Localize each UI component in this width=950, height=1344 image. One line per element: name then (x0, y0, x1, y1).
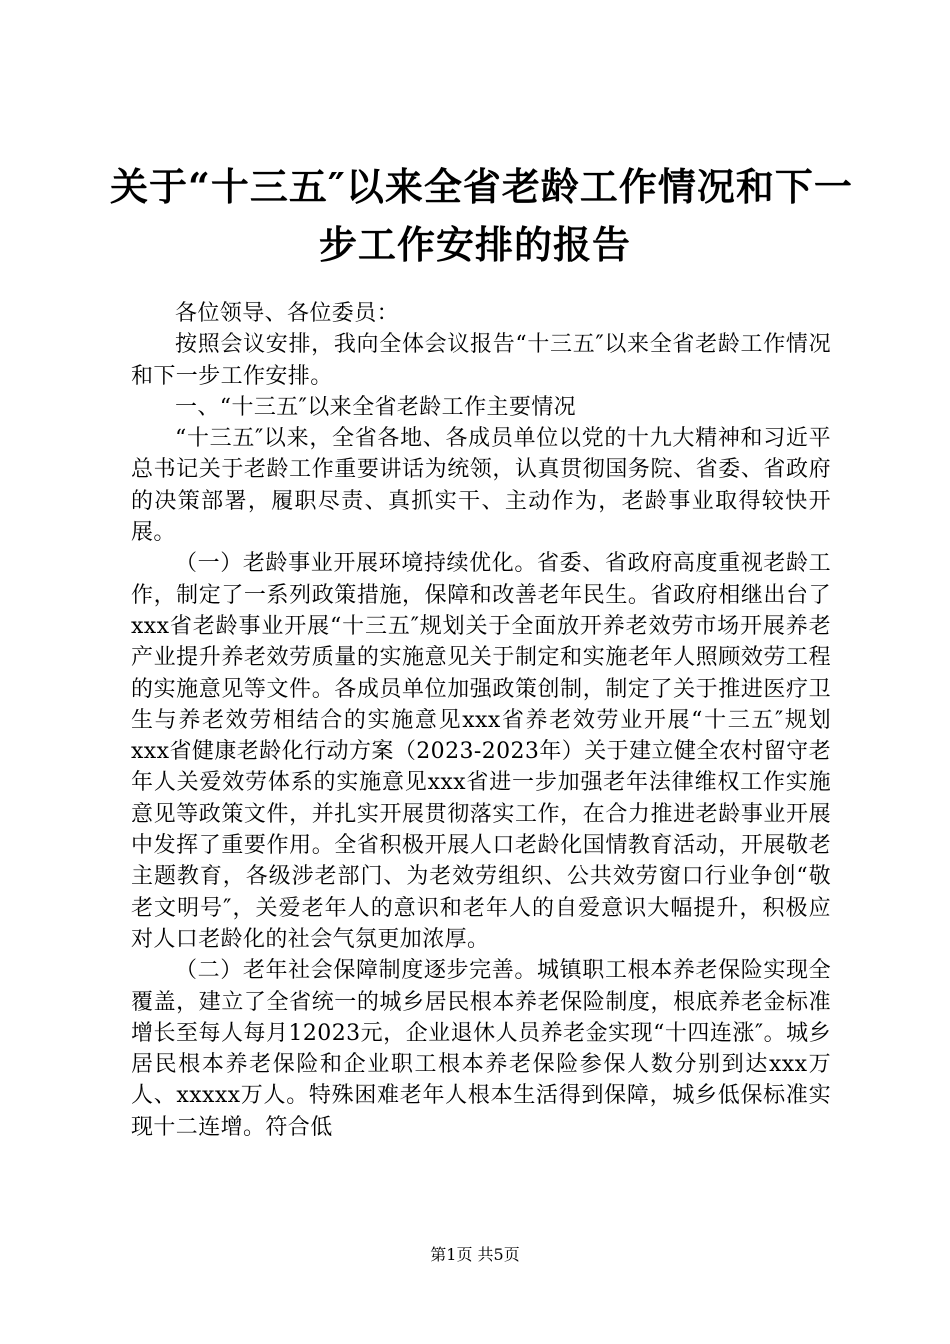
page-footer: 第1页 共5页 (430, 1245, 520, 1264)
body-paragraph: （二）老年社会保障制度逐步完善。城镇职工根本养老保险实现全覆盖，建立了全省统一的城乡居民根本养老保险制度，根底养老金标准增长至每人每月12023元，企业退休人员养老金实现“十四连涨″。城乡居民根本养老保险和企业职工根本养老保险参保人数分别到达xxx万人、xxxxx万人。特殊困难老年人根本生活得到保障，城乡低保标准实现十二连增。符合低 (131, 958, 831, 1140)
title-line-1: 关于“十三五″以来全省老龄工作情况和下一 (110, 164, 853, 209)
intro-paragraph: 按照会议安排，我向全体会议报告“十三五″以来全省老龄工作情况和下一步工作安排。 (131, 332, 831, 389)
salutation-paragraph: 各位领导、各位委员： (175, 301, 400, 326)
title-line-2: 步工作安排的报告 (318, 222, 631, 267)
body-paragraph: “十三五″以来，全省各地、各成员单位以党的十九大精神和习近平总书记关于老龄工作重要讲话为统领，认真贯彻国务院、省委、省政府的决策部署，履职尽责、真抓实干、主动作为，老龄事业取得较快开展。 (131, 426, 831, 546)
document-body (131, 298, 831, 1143)
section-heading: 一、“十三五″以来全省老龄工作主要情况 (175, 394, 577, 420)
body-paragraph: （一）老龄事业开展环境持续优化。省委、省政府高度重视老龄工作，制定了一系列政策措施，保障和改善老年民生。省政府相继出台了xxx省老龄事业开展“十三五″规划关于全面放开养老效劳市场开展养老产业提升养老效劳质量的实施意见关于制定和实施老年人照顾效劳工程的实施意见等文件。各成员单位加强政策创制，制定了关于推进医疗卫生与养老效劳相结合的实施意见xxx省养老效劳业开展“十三五″规划xxx省健康老龄化行动方案（2023-2023年）关于建立健全农村留守老年人关爱效劳体系的实施意见xxx省进一步加强老年法律维权工作实施意见等政策文件，并扎实开展贯彻落实工作，在合力推进老龄事业开展中发挥了重要作用。全省积极开展人口老龄化国情教育活动，开展敬老主题教育，各级涉老部门、为老效劳组织、公共效劳窗口行业争创“敬老文明号″，关爱老年人的意识和老年人的自爱意识大幅提升，积极应对人口老龄化的社会气氛更加浓厚。 (131, 551, 831, 952)
document-title (110, 158, 853, 274)
